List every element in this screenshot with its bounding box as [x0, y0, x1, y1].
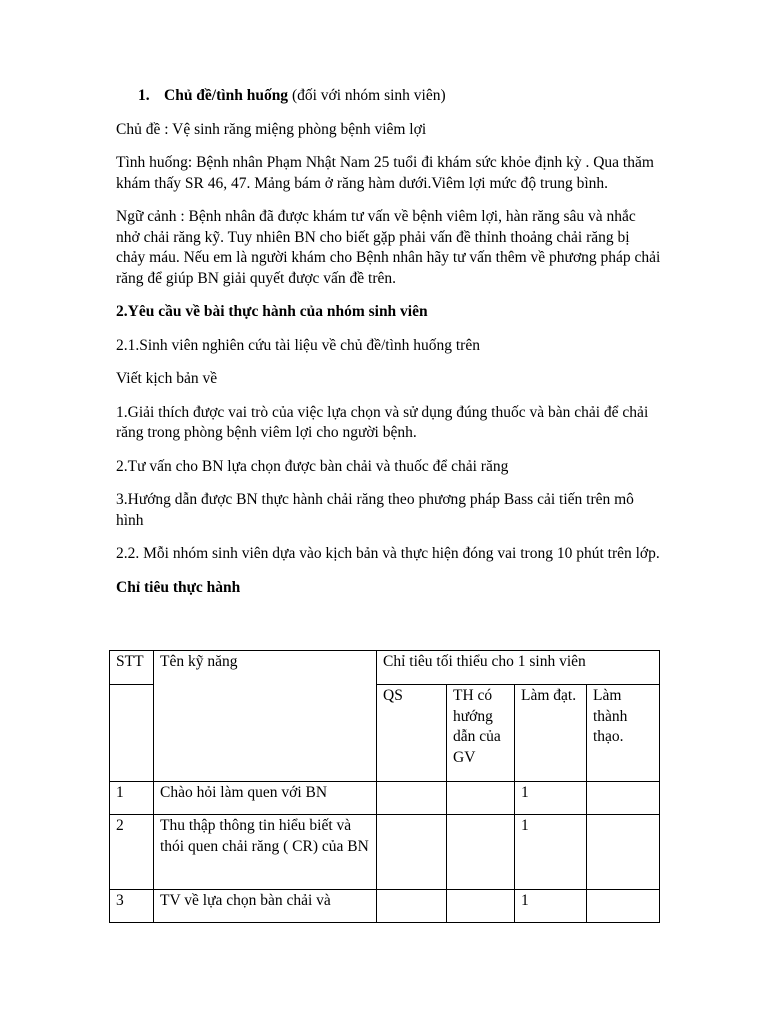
- header-stt-empty: [110, 685, 154, 782]
- table-row: [110, 890, 660, 923]
- table-row: [110, 782, 660, 815]
- script-item-2: 2.Tư vấn cho BN lựa chọn được bàn chải và thuốc để chải răng: [116, 457, 509, 475]
- row-skill: TV về lựa chọn bàn chải và: [154, 890, 377, 923]
- script-item-3: 3.Hướng dẫn được BN thực hành chải răng theo phương pháp Bass cải tiến trên mô hình: [116, 491, 634, 529]
- table-row: [110, 815, 660, 890]
- section-1-heading: [138, 86, 661, 107]
- script-intro: Viết kịch bản về: [116, 370, 218, 387]
- section-1-title: Chủ đề/tình huống: [164, 87, 289, 104]
- item-2-1: 2.1.Sinh viên nghiên cứu tài liệu về chủ đề/tình huống trên: [116, 336, 480, 354]
- row-stt: 2: [110, 815, 154, 890]
- script-item-1: 1.Giải thích được vai trò của việc lựa chọn và sử dụng đúng thuốc và bàn chải để chải răng trong phòng bệnh viêm lợi cho người bệnh.: [116, 403, 649, 441]
- row-stt: 3: [110, 890, 154, 923]
- header-min-target: Chỉ tiêu tối thiểu cho 1 sinh viên: [377, 651, 660, 685]
- row-th: [447, 890, 515, 923]
- row-lam-dat: 1: [515, 782, 587, 815]
- document-body: [116, 86, 661, 611]
- subheader-th-guided: TH có hướng dẫn của GV: [447, 685, 515, 782]
- practice-target-table: [109, 650, 660, 923]
- practice-heading: Chỉ tiêu thực hành: [116, 578, 241, 596]
- context-paragraph: Ngữ cảnh : Bệnh nhân đã được khám tư vấn về bệnh viêm lợi, hàn răng sâu và nhắc nhở chải răng kỹ. Tuy nhiên BN cho biết gặp phải vấn đề thỉnh thoảng chải răng bị chảy máu. Nếu em là người khám cho Bệnh nhân hãy tư vấn thêm về phương pháp chải răng để giúp BN giải quyết được vấn đề trên.: [116, 208, 661, 287]
- row-lam-thanh-thao: [587, 890, 660, 923]
- situation-paragraph: Tình huống: Bệnh nhân Phạm Nhật Nam 25 tuổi đi khám sức khỏe định kỳ . Qua thăm khám thấy SR 46, 47. Mảng bám ở răng hàm dưới.Viêm lợi mức độ trung bình.: [116, 154, 654, 192]
- row-th: [447, 782, 515, 815]
- table-header-row: [110, 651, 660, 685]
- subheader-lam-dat: Làm đạt.: [515, 685, 587, 782]
- row-th: [447, 815, 515, 890]
- subheader-qs: QS: [377, 685, 447, 782]
- row-lam-dat: 1: [515, 815, 587, 890]
- header-skill-name: Tên kỹ năng: [154, 651, 377, 782]
- row-stt: 1: [110, 782, 154, 815]
- header-stt: STT: [110, 651, 154, 685]
- section-1-subtitle: (đối với nhóm sinh viên): [288, 87, 446, 104]
- row-skill: Chào hỏi làm quen với BN: [154, 782, 377, 815]
- section-2-heading: 2.Yêu cầu về bài thực hành của nhóm sinh viên: [116, 303, 428, 320]
- row-skill: Thu thập thông tin hiểu biết và thói quen chải răng ( CR) của BN: [154, 815, 377, 890]
- topic-line: Chủ đề : Vệ sinh răng miệng phòng bệnh viêm lợi: [116, 120, 427, 138]
- row-qs: [377, 815, 447, 890]
- subheader-lam-thanh-thao: Làm thành thạo.: [587, 685, 660, 782]
- row-lam-thanh-thao: [587, 782, 660, 815]
- row-lam-dat: 1: [515, 890, 587, 923]
- row-qs: [377, 890, 447, 923]
- section-1-number: 1.: [138, 87, 150, 104]
- row-lam-thanh-thao: [587, 815, 660, 890]
- item-2-2: 2.2. Mỗi nhóm sinh viên dựa vào kịch bản và thực hiện đóng vai trong 10 phút trên lớp.: [116, 545, 660, 562]
- row-qs: [377, 782, 447, 815]
